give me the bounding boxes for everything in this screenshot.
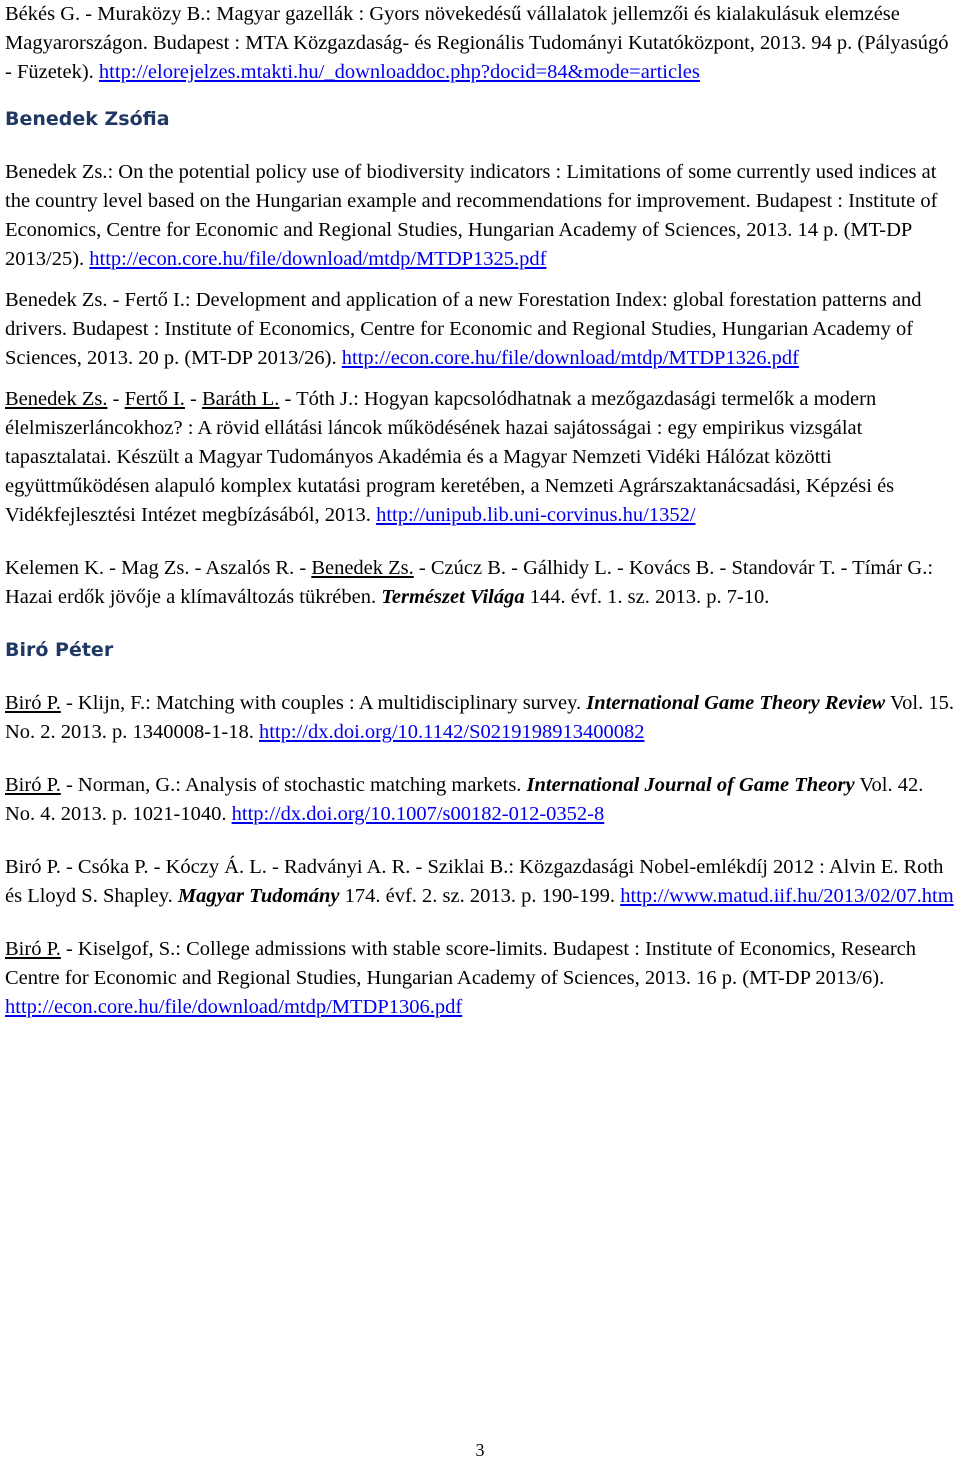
journal-title: International Game Theory Review bbox=[586, 692, 886, 714]
page-number: 3 bbox=[475, 1440, 485, 1460]
reference-link[interactable]: http://elorejelzes.mtakti.hu/_downloaddoc.php?docid=84&mode=articles bbox=[98, 61, 700, 83]
section-heading: Biró Péter bbox=[5, 639, 114, 661]
reference-text: : Hogyan kapcsolódhatnak a mezőgazdasági termelők a modern élelmiszerláncokhoz? : A rövid ellátási láncok működésének hazai sajátosságai : egy empirikus vizsgálat tapasztalatai. Készült a Magyar Tudományos Akadémia és a Magyar Nemzeti Vidéki Hálózat közötti együttműködésen alapuló komplex kutatási program keretében, a Nemzeti Agrárszaktanácsadási, Képzési és Vidékfejlesztési Intézet megbízásából, 2013. bbox=[5, 388, 895, 526]
reference-text: Vol. 15. No. 2. 2013. p. 1340008-1-18. bbox=[5, 692, 954, 743]
reference-text: - Kiselgof, S.: College admissions with stable score-limits. Budapest : Institute of Economics, Research Centre for Economic and Regional Studies, Hungarian Academy of Sciences, 2013. 16 p. (MT-DP 2013/6). bbox=[5, 938, 916, 989]
journal-title: International Journal of Game Theory bbox=[526, 774, 855, 796]
reference-text: Kelemen K. - Mag Zs. - Aszalós R. - bbox=[5, 557, 312, 579]
reference-text: 144. évf. 1. sz. 2013. p. 7-10. bbox=[524, 586, 770, 608]
reference-entry bbox=[5, 158, 955, 274]
reference-link[interactable]: http://www.matud.iif.hu/2013/02/07.htm bbox=[620, 885, 954, 907]
reference-entry bbox=[5, 286, 955, 373]
reference-text: - Czúcz B. - Gálhidy L. - Kovács B. - Standovár T. - Tímár G.: Hazai erdők jövője a klímaváltozás tükrében. bbox=[5, 557, 934, 608]
reference-text: Békés G. - Muraközy B.: Magyar gazellák : Gyors növekedésű vállalatok jellemzői és kialakulásuk elemzése Magyarországon. Budapest : MTA Közgazdaság- és Regionális Tudományi Kutatóközpont, 2013. 94 p. (Pályasúgó - Füzetek). bbox=[5, 3, 949, 83]
reference-link[interactable]: http://dx.doi.org/10.1007/s00182-012-0352-8 bbox=[231, 803, 605, 825]
reference-entry: Benedek Zs. - Fertő I. - Baráth L. - Tóth J.: Hogyan kapcsolódhatnak a mezőgazdasági termelők a modern élelmiszerláncokhoz? : A rövid ellátási láncok működésének hazai sajátosságai : egy empirikus vizsgálat tapasztalatai. Készült a Magyar Tudományos Akadémia és a Magyar Nemzeti Vidéki Hálózat közötti együttműködésen alapuló komplex kutatási program keretében, a Nemzeti Agrárszaktanácsadási, Képzési és Vidékfejlesztési Intézet megbízásából, 2013. http://unipub.lib.uni-corvinus.hu/1352/ bbox=[5, 388, 895, 526]
author-link[interactable]: Biró P. bbox=[5, 938, 61, 960]
reference-text: Benedek Zs. - Fertő I.: Development and application of a new Forestation Index: global forestation patterns and drivers. Budapest : Institute of Economics, Centre for Economic and Regional Studies, Hungarian Academy of Sciences, 2013. 20 p. (MT-DP 2013/26). bbox=[5, 289, 922, 369]
author-link[interactable]: Benedek Zs. bbox=[5, 388, 108, 410]
reference-link[interactable]: http://unipub.lib.uni-corvinus.hu/1352/ bbox=[376, 504, 696, 526]
author-link[interactable]: Biró P. bbox=[5, 774, 61, 796]
author-link[interactable]: Baráth L. bbox=[202, 388, 280, 410]
section-heading: Benedek Zsófia bbox=[5, 108, 170, 130]
author-link[interactable]: Fertő I. bbox=[124, 388, 185, 410]
reference-entry bbox=[5, 853, 955, 911]
reference-link[interactable]: http://econ.core.hu/file/download/mtdp/MTDP1325.pdf bbox=[89, 248, 547, 270]
reference-link[interactable]: http://econ.core.hu/file/download/mtdp/MTDP1306.pdf bbox=[5, 996, 463, 1018]
journal-title: Természet Világa bbox=[381, 586, 525, 608]
reference-text: Benedek Zs.: On the potential policy use of biodiversity indicators : Limitations of some currently used indices at the country level based on the Hungarian example and recommendations for improvement. Budapest : Institute of Economics, Centre for Economic and Regional Studies, Hungarian Academy of Sciences, 2013. 14 p. (MT-DP 2013/25). bbox=[5, 161, 938, 270]
author-link[interactable]: Biró P. bbox=[5, 692, 61, 714]
reference-entry bbox=[5, 0, 955, 87]
reference-text: - Klijn, F.: Matching with couples : A multidisciplinary survey. bbox=[60, 692, 587, 714]
reference-entry bbox=[5, 935, 955, 1022]
reference-link[interactable]: http://econ.core.hu/file/download/mtdp/MTDP1326.pdf bbox=[341, 347, 799, 369]
reference-text: Vol. 42. No. 4. 2013. p. 1021-1040. bbox=[5, 774, 924, 825]
reference-link[interactable]: http://dx.doi.org/10.1142/S0219198913400082 bbox=[258, 721, 645, 743]
reference-entry bbox=[5, 689, 955, 747]
author-link[interactable]: Benedek Zs. bbox=[311, 557, 414, 579]
reference-entry bbox=[5, 771, 955, 829]
author-name: Tóth J. bbox=[296, 388, 354, 410]
document-page bbox=[5, 0, 955, 1022]
reference-text: Biró P. - Csóka P. - Kóczy Á. L. - Radványi A. R. - Sziklai B.: Közgazdasági Nobel-emlékdíj 2012 : Alvin E. Roth és Lloyd S. Shapley. bbox=[5, 856, 944, 907]
journal-title: Magyar Tudomány bbox=[177, 885, 340, 907]
reference-text: 174. évf. 2. sz. 2013. p. 190-199. bbox=[339, 885, 621, 907]
reference-entry bbox=[5, 554, 955, 612]
reference-text: - Norman, G.: Analysis of stochastic matching markets. bbox=[60, 774, 527, 796]
